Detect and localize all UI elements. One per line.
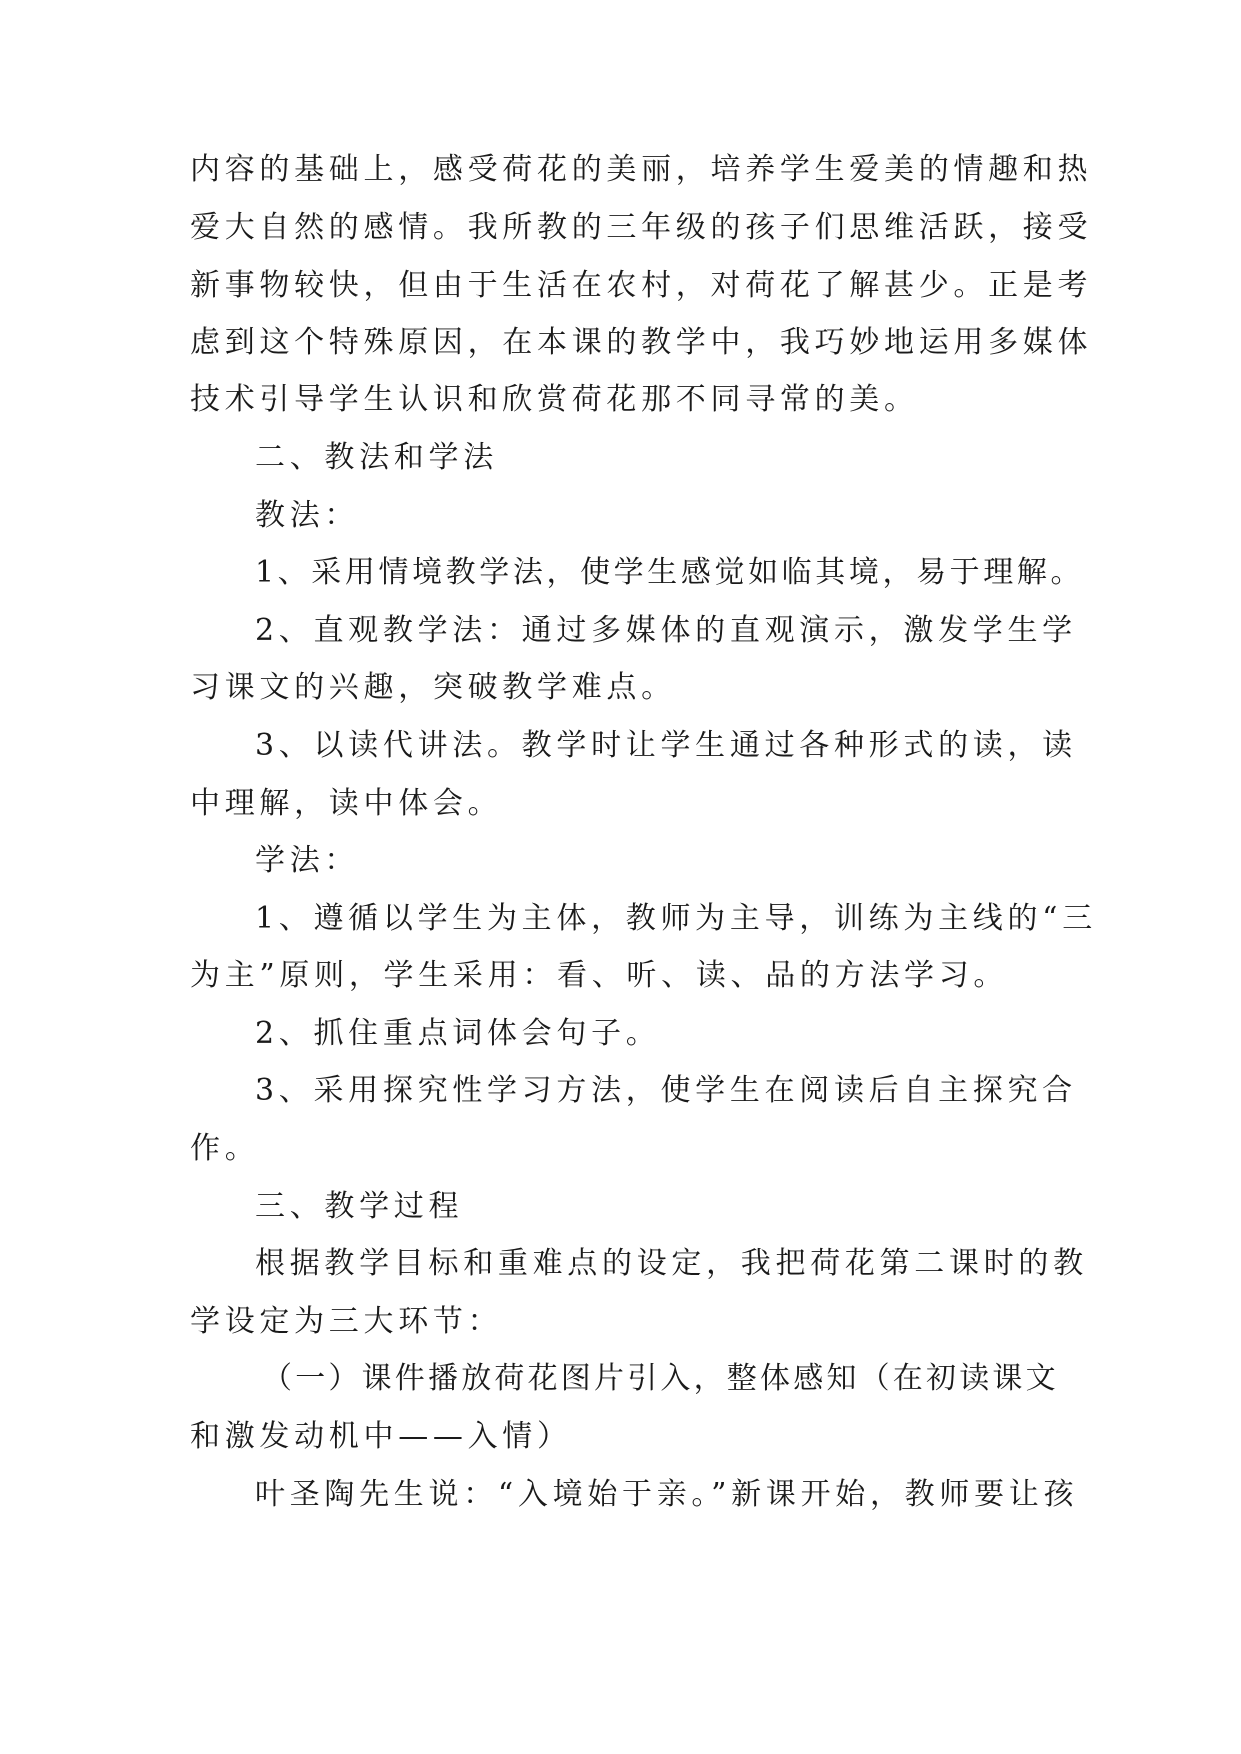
subsection-heading: 教法： <box>255 498 360 533</box>
list-item: 1、遵循以学生为主体，教师为主导，训练为主线的“三 <box>255 901 1097 936</box>
body-text-line: 学设定为三大环节： <box>190 1304 503 1339</box>
body-text-line: 技术引导学生认识和欣赏荷花那不同寻常的美。 <box>190 382 919 417</box>
body-text-line: 和激发动机中——入情） <box>190 1419 572 1454</box>
subsection-heading: 学法： <box>255 843 360 878</box>
list-item-continuation: 中理解，读中体会。 <box>190 786 503 821</box>
section-heading: 三、教学过程 <box>255 1189 464 1224</box>
subsection-heading: （一）课件播放荷花图片引入，整体感知（在初读课文 <box>262 1361 1059 1396</box>
body-text-line: 根据教学目标和重难点的设定，我把荷花第二课时的教 <box>255 1246 1088 1281</box>
list-item-continuation: 为主”原则，学生采用：看、听、读、品的方法学习。 <box>190 958 1009 993</box>
list-item: 3、采用探究性学习方法，使学生在阅读后自主探究合 <box>255 1073 1077 1108</box>
list-item: 2、直观教学法：通过多媒体的直观演示，激发学生学 <box>255 613 1077 648</box>
list-item: 2、抓住重点词体会句子。 <box>255 1016 661 1051</box>
body-text-line: 叶圣陶先生说：“入境始于亲。”新课开始，教师要让孩 <box>255 1477 1079 1512</box>
list-item-continuation: 作。 <box>190 1131 260 1166</box>
list-item: 1、采用情境教学法，使学生感觉如临其境，易于理解。 <box>255 555 1085 590</box>
section-heading: 二、教法和学法 <box>255 440 498 475</box>
list-item-continuation: 习课文的兴趣，突破教学难点。 <box>190 670 676 705</box>
body-text-line: 爱大自然的感情。我所教的三年级的孩子们思维活跃，接受 <box>190 210 1093 245</box>
body-text-line: 内容的基础上，感受荷花的美丽，培养学生爱美的情趣和热 <box>190 152 1093 187</box>
list-item: 3、以读代讲法。教学时让学生通过各种形式的读，读 <box>255 728 1077 763</box>
body-text-line: 虑到这个特殊原因，在本课的教学中，我巧妙地运用多媒体 <box>190 325 1093 360</box>
body-text-line: 新事物较快，但由于生活在农村，对荷花了解甚少。正是考 <box>190 268 1093 303</box>
